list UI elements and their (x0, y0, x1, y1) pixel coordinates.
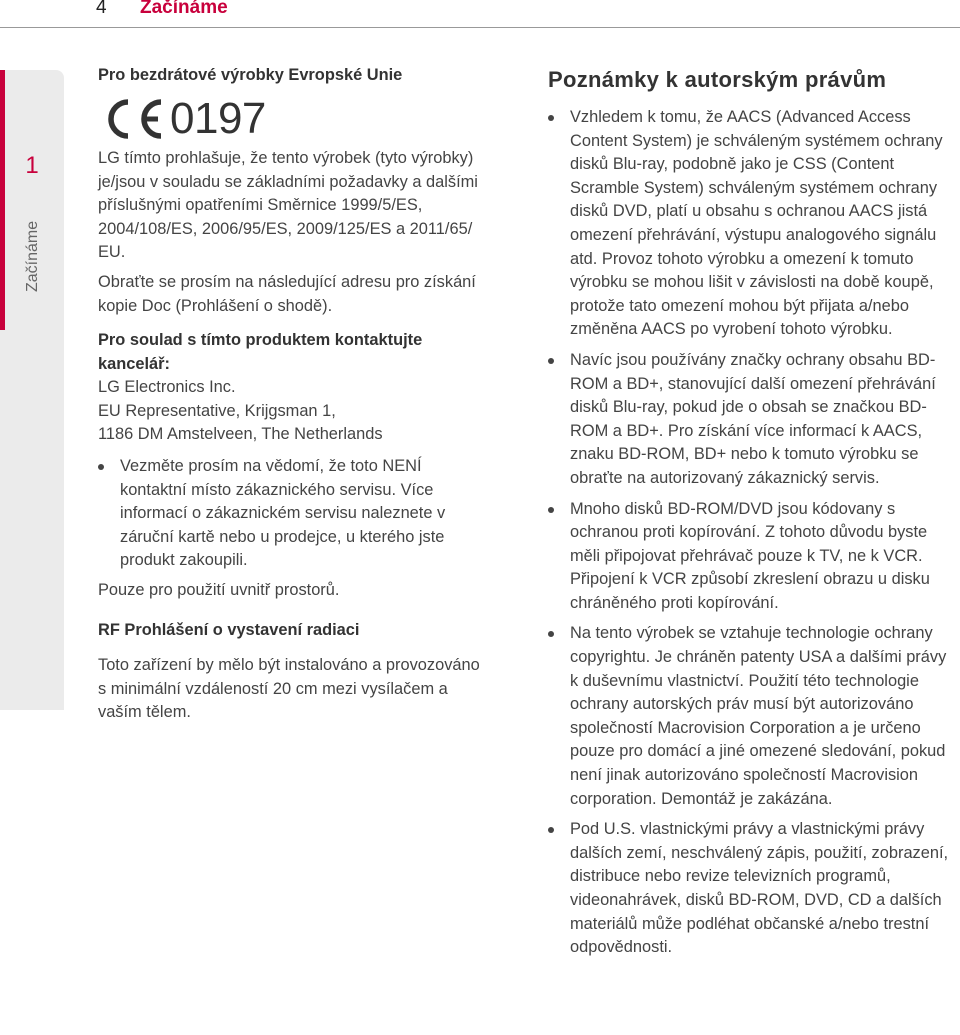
rf-text: Toto zařízení by mělo být instalováno a provozováno s minimální vzdáleností 20 cm mezi vysílačem a vaším tělem. (98, 656, 480, 722)
list-item (548, 818, 958, 960)
list-item-text: Navíc jsou používány značky ochrany obsahu BD-ROM a BD+, stanovující další omezení přehrávání disků Blu-ray, pokud jde o obsah se značkou BD-ROM a BD+. Pro získání více informací k AACS, znaku BD-ROM, BD+ nebo k tomuto výrobku se obraťte na autorizovaný zákaznický servis. (570, 350, 936, 487)
side-tab-number: 1 (25, 152, 39, 179)
bullet-icon (548, 507, 554, 513)
list-item (548, 106, 958, 342)
page-number: 4 (96, 0, 107, 18)
address-line: 1186 DM Amstelveen, The Netherlands (98, 425, 383, 444)
side-tab-label: Začínáme (24, 220, 41, 292)
list-item-text: Pod U.S. vlastnickými právy a vlastnickými právy dalších zemí, neschválený zápis, použití, zobrazení, distribuce nebo revize televizních programů, videonahrávek, disků BD-ROM, DVD, CD a dalších materiálů může podléhat občanské a/nebo trestní odpovědnosti. (570, 820, 949, 957)
contact-note: Obraťte se prosím na následující adresu pro získání kopie Doc (Prohlášení o shodě). (98, 272, 476, 315)
list-item (548, 498, 958, 616)
left-bullet-list (98, 455, 490, 573)
header-divider (0, 27, 960, 28)
list-item (548, 622, 958, 811)
bullet-icon (548, 631, 554, 637)
right-column (548, 64, 958, 967)
declaration-text: LG tímto prohlašuje, že tento výrobek (tyto výrobky) je/jsou v souladu se základními požadavky a dalšími příslušnými opatřeními Směrnice 1999/5/ES, 2004/108/ES, 2006/95/ES, 2009/125/ES a 2011/65/ EU. (98, 149, 478, 262)
list-item-text: Vzhledem k tomu, že AACS (Advanced Access Content System) je schváleným systémem ochrany disků Blu-ray, podobně jako je CSS (Content Scramble System) schváleným systémem ochrany disků DVD, platí u obsahu s ochranou AACS jistá omezení přehrávání, výstupu analogového signálu atd. Provoz tohoto výrobku a omezení k tomuto výrobku se mohou lišit v závislosti na době koupě, protože tato omezení mohou být přijata a/nebo změněna AACS po vyrobení tohoto výrobku. (570, 108, 943, 339)
list-item (98, 455, 490, 573)
bullet-icon (548, 827, 554, 833)
side-tab-accent-bar (0, 70, 5, 330)
page-header (0, 0, 960, 36)
list-item-text: Na tento výrobek se vztahuje technologie ochrany copyrightu. Je chráněn patenty USA a dalšími právy k duševnímu vlastnictví. Použití této technologie ochrany autorských práv musí být autorizováno společností Macrovision Corporation a je určeno pouze pro domácí a jiné omezené sledování, pokud není jinak autorizováno společností Macrovision corporation. Demontáž je zakázána. (570, 624, 947, 808)
rf-heading: RF Prohlášení o vystavení radiaci (98, 620, 360, 639)
address-line: EU Representative, Krijgsman 1, (98, 401, 336, 420)
ce-notified-body-number: 0197 (170, 94, 266, 143)
list-item (548, 349, 958, 491)
bullet-icon (548, 358, 554, 364)
left-column (98, 64, 490, 731)
list-item-text: Mnoho disků BD-ROM/DVD jsou kódovany s ochranou proti kopírování. Z tohoto důvodu byste měli připojovat přehrávač pouze k TV, ne k VCR. Připojení k VCR způsobí zkreslení obrazu u disku chráněného proti kopírování. (570, 499, 930, 612)
contact-heading: Pro soulad s tímto produktem kontaktujte kancelář: (98, 331, 423, 374)
copyright-bullet-list (548, 106, 958, 960)
list-item-text: Vezměte prosím na vědomí, že toto NENÍ kontaktní místo zákaznického servisu. Více informací o zákaznickém servisu naleznete v záruční kartě nebo u prodejce, u kterého jste produkt zakoupili. (120, 456, 446, 570)
bullet-icon (98, 464, 104, 470)
eu-wireless-heading: Pro bezdrátové výrobky Evropské Unie (98, 66, 403, 84)
address-line: LG Electronics Inc. (98, 378, 236, 397)
ce-marking (98, 95, 490, 143)
bullet-icon (548, 115, 554, 121)
copyright-heading: Poznámky k autorským právům (548, 67, 887, 92)
ce-logo-icon (98, 98, 168, 140)
chapter-title: Začínáme (140, 0, 228, 18)
indoor-use-note: Pouze pro použití uvnitř prostorů. (98, 580, 340, 599)
